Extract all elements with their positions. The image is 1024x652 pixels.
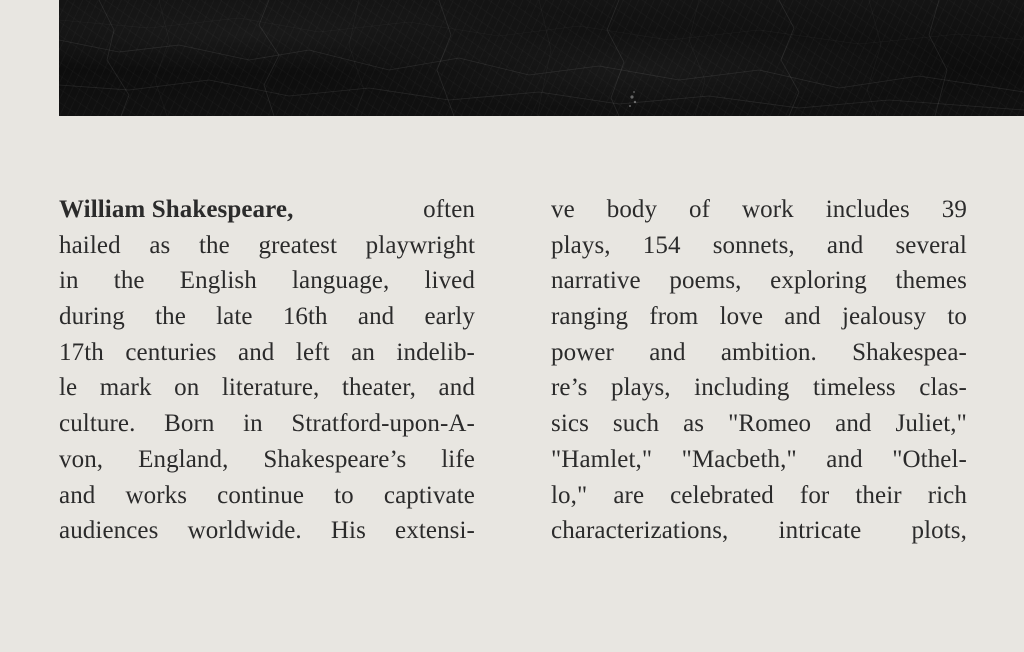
word: theater,: [341, 374, 416, 402]
word: 39: [941, 196, 967, 223]
word: captivate: [383, 481, 475, 509]
word: an: [351, 338, 375, 366]
word: His: [330, 517, 366, 545]
word: von,: [59, 445, 104, 473]
word: and: [835, 410, 872, 438]
article-column-right: [551, 192, 967, 549]
word: celebrated: [670, 481, 774, 509]
word: are: [613, 481, 645, 509]
text-line: [59, 335, 475, 371]
text-line: [59, 442, 475, 478]
word: plots,: [911, 517, 967, 545]
word: for: [799, 481, 830, 509]
text-line: [551, 335, 967, 371]
header-image: [59, 0, 1024, 116]
text-line: [551, 406, 967, 442]
text-line: [59, 228, 475, 264]
word: left: [295, 338, 330, 366]
word: worldwide.: [187, 517, 302, 545]
word: and: [826, 445, 863, 473]
word: and: [357, 303, 395, 331]
text-line: [59, 406, 475, 442]
word: to: [334, 481, 354, 509]
word: work: [742, 196, 794, 223]
word: as: [149, 231, 171, 259]
word: continue: [217, 481, 305, 509]
word: as: [683, 410, 705, 438]
word: language,: [291, 267, 390, 295]
word: hailed: [59, 231, 121, 259]
word: rich: [927, 481, 967, 509]
word: sonnets,: [712, 231, 795, 259]
word: power: [551, 338, 614, 366]
word: Shakespeare’s: [263, 445, 407, 473]
text-line: [59, 370, 475, 406]
text-line: [551, 192, 967, 228]
word: exploring: [770, 267, 867, 295]
word: works: [125, 481, 188, 509]
word: "Romeo: [728, 410, 812, 438]
word: culture.: [59, 410, 136, 438]
word: such: [612, 410, 660, 438]
word: English: [179, 267, 257, 295]
word: poems,: [669, 267, 742, 295]
word: and: [438, 374, 475, 402]
word: early: [424, 303, 475, 331]
word: indelib-: [396, 338, 475, 366]
word: "Othel-: [892, 445, 967, 473]
word: Juliet,": [895, 410, 967, 438]
word: their: [855, 481, 902, 509]
word: jealousy: [841, 303, 927, 331]
text-line: [59, 263, 475, 299]
word: intricate: [778, 517, 862, 545]
text-line: [551, 513, 967, 549]
word: 16th: [282, 303, 328, 331]
word: ranging: [551, 303, 629, 331]
word: from: [649, 303, 699, 331]
text-line: [551, 228, 967, 264]
word: audiences: [59, 517, 159, 545]
word: centuries: [125, 338, 217, 366]
word: often: [423, 196, 475, 223]
word: the: [199, 231, 230, 259]
article-column-left: [59, 192, 475, 549]
word: Stratford-upon-A-: [291, 410, 475, 438]
text-line: [59, 513, 475, 549]
text-line: [59, 478, 475, 514]
word: themes: [895, 267, 967, 295]
word: Born: [164, 410, 215, 438]
word: plays,: [551, 231, 611, 259]
word: on: [174, 374, 200, 402]
word: body: [606, 196, 658, 223]
word: 17th: [59, 338, 104, 366]
word: "Hamlet,": [551, 445, 653, 473]
text-line: [551, 442, 967, 478]
word: the: [155, 303, 186, 331]
word: during: [59, 303, 125, 331]
word: the: [113, 267, 145, 295]
text-line: [59, 192, 475, 228]
word: in: [59, 267, 79, 295]
image-crack-texture: [59, 0, 1024, 116]
word: to: [947, 303, 967, 331]
word: extensi-: [395, 517, 475, 545]
text-line: [551, 370, 967, 406]
text-line: [551, 263, 967, 299]
lead-name: William Shakespeare,: [59, 196, 294, 223]
word: sics: [551, 410, 589, 438]
word: plays,: [611, 374, 671, 402]
word: mark: [99, 374, 152, 402]
word: "Macbeth,": [681, 445, 797, 473]
text-line: [551, 299, 967, 335]
text-line: [551, 478, 967, 514]
word: literature,: [221, 374, 320, 402]
word: and: [238, 338, 275, 366]
word: late: [216, 303, 253, 331]
word: playwright: [365, 231, 475, 259]
word: lived: [424, 267, 475, 295]
word: and: [826, 231, 864, 259]
word: several: [895, 231, 967, 259]
word: and: [649, 338, 686, 366]
word: timeless: [813, 374, 896, 402]
word: includes: [825, 196, 910, 223]
word: life: [441, 445, 475, 473]
word: characterizations,: [551, 517, 729, 545]
word: greatest: [258, 231, 338, 259]
word: and: [784, 303, 821, 331]
word: of: [689, 196, 711, 223]
word: Shakespea-: [852, 338, 967, 366]
word: re’s: [551, 374, 588, 402]
word: clas-: [919, 374, 967, 402]
word: ambition.: [720, 338, 817, 366]
word: lo,": [551, 481, 588, 509]
text-line: [59, 299, 475, 335]
word: love: [719, 303, 764, 331]
word: ve: [551, 196, 575, 223]
word: and: [59, 481, 96, 509]
word: narrative: [551, 267, 641, 295]
word: in: [243, 410, 263, 438]
word: 154: [642, 231, 681, 259]
word: le: [59, 374, 78, 402]
word: including: [694, 374, 790, 402]
word: England,: [138, 445, 229, 473]
